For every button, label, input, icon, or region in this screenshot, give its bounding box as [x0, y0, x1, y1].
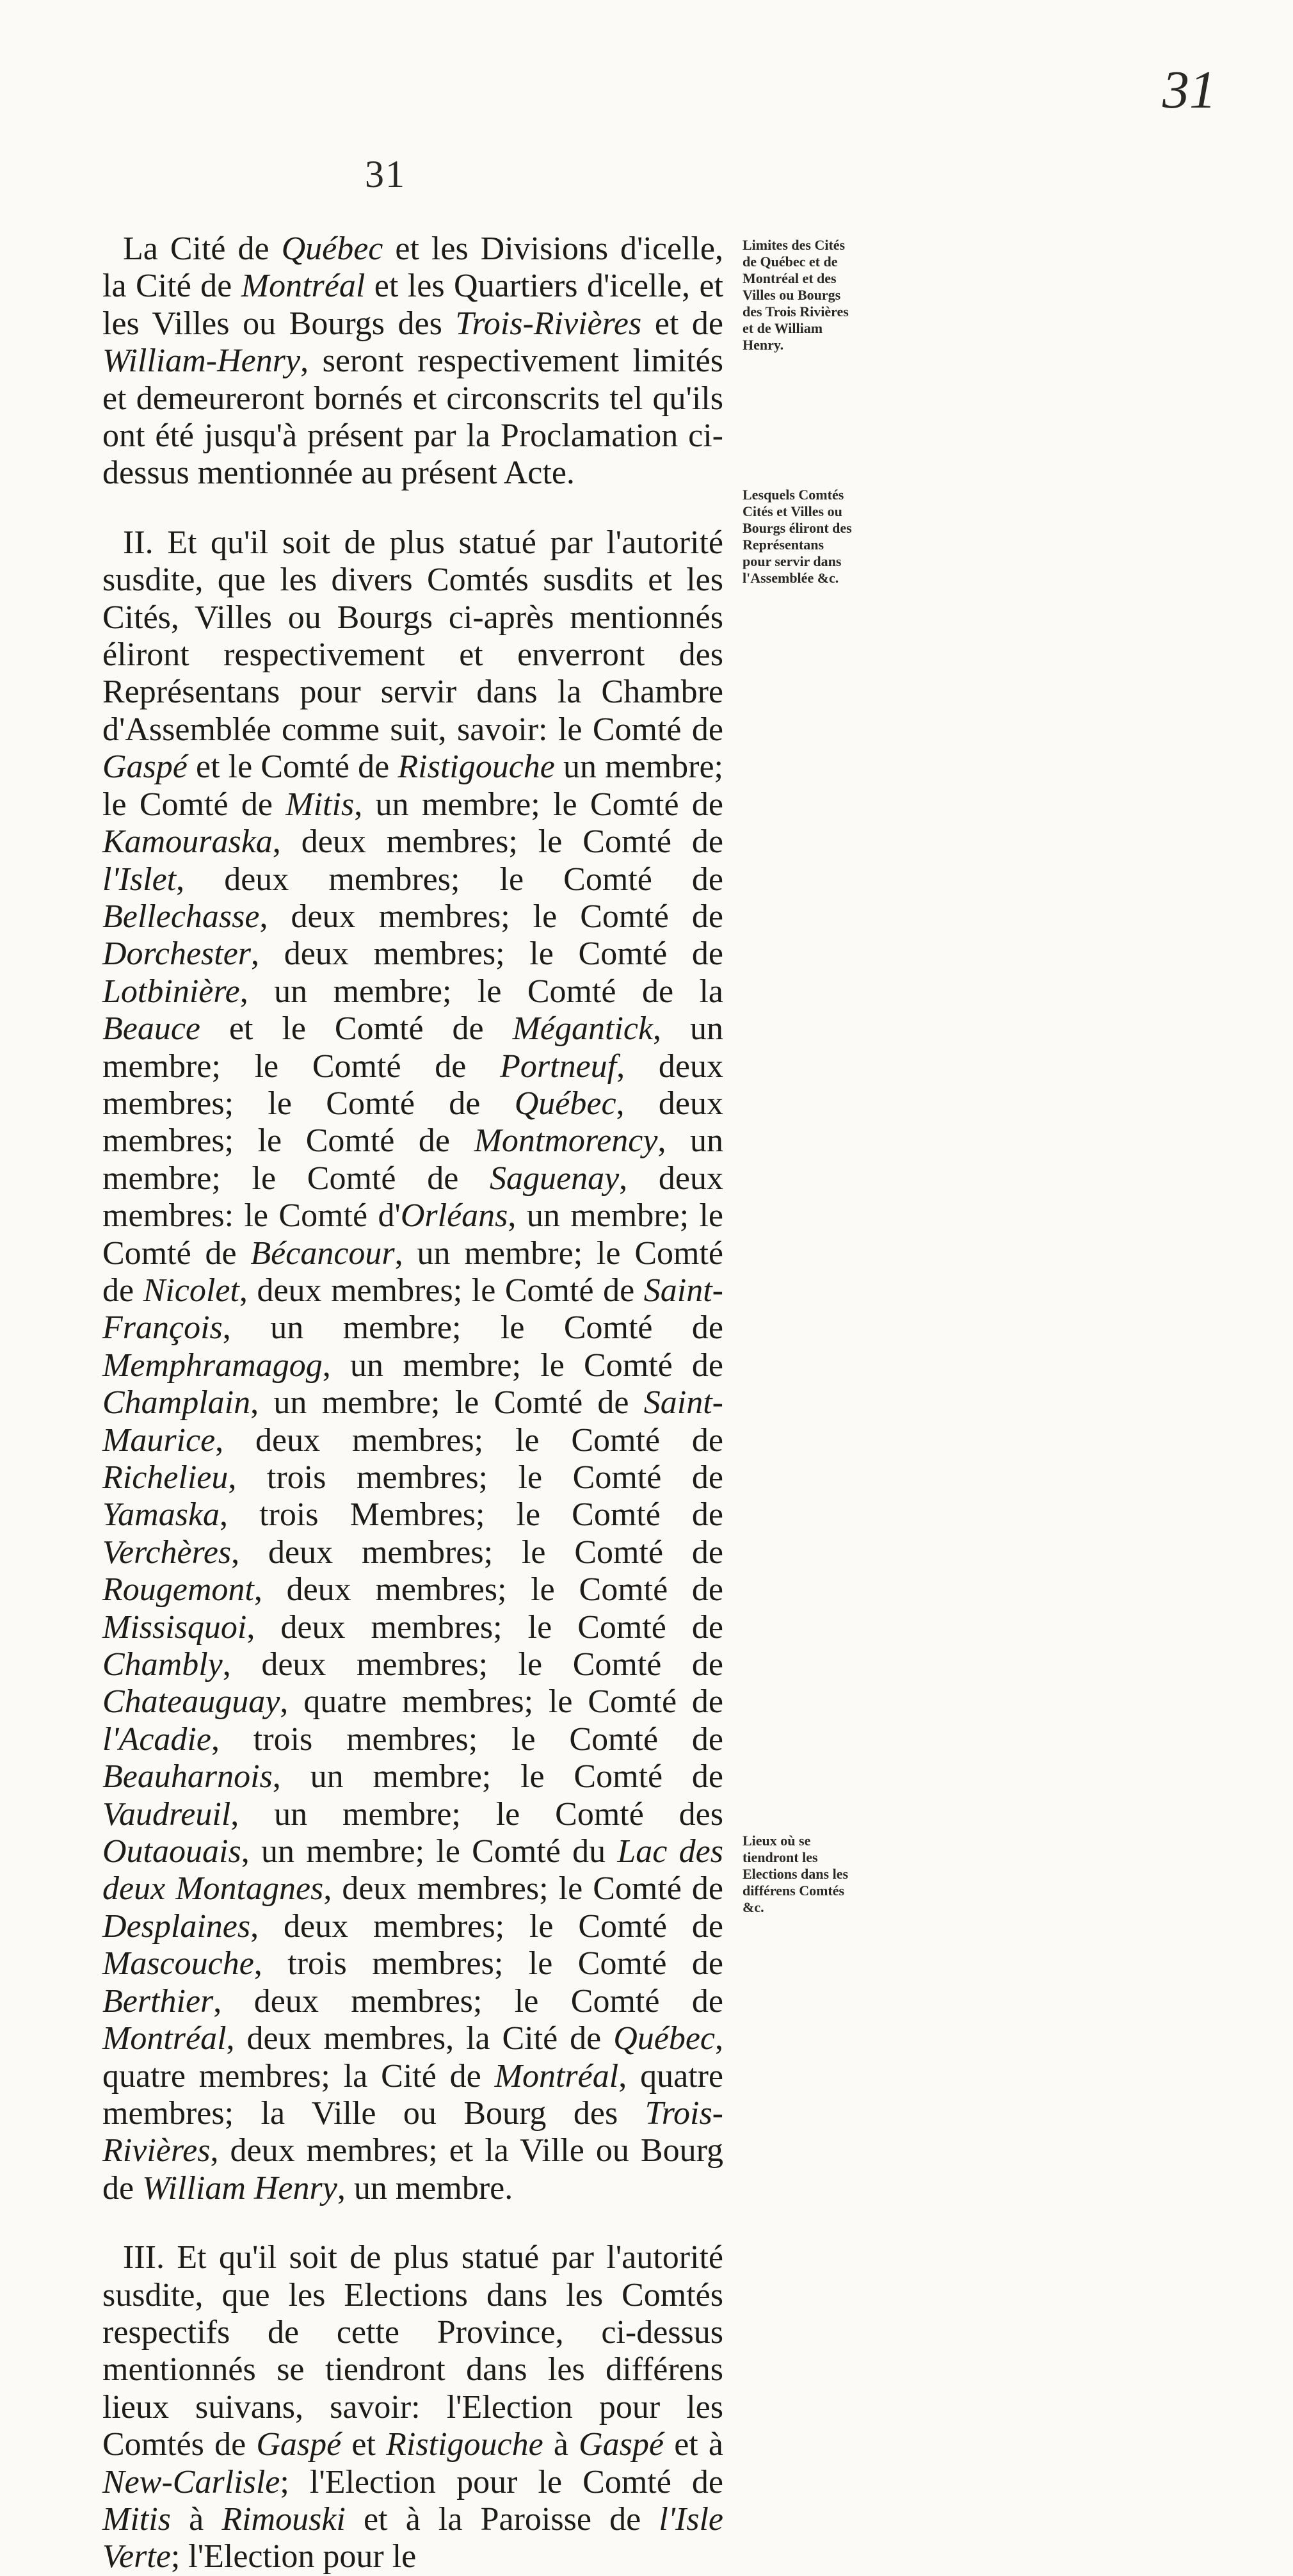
italic-name: Chambly	[102, 1646, 223, 1683]
italic-name: Desplaines	[102, 1908, 251, 1945]
italic-name: Champlain	[102, 1384, 251, 1422]
margin-note-limits: Limites des Cités de Québec et de Montréal et des Villes ou Bourgs des Trois Rivières et de William Henry.	[743, 237, 849, 353]
italic-name: Chateauguay	[102, 1683, 280, 1721]
italic-name: Gaspé	[579, 2426, 664, 2463]
margin-note-election-places: Lieux où se tiendront les Elections dans les différens Comtés &c.	[743, 1833, 849, 1915]
italic-name: Ristigouche	[386, 2426, 543, 2463]
italic-name: Memphramagog	[102, 1347, 323, 1384]
italic-name: Montréal	[494, 2057, 619, 2094]
italic-name: Kamouraska	[102, 823, 273, 861]
italic-name: Gaspé	[256, 2426, 342, 2463]
italic-name: Saguenay	[490, 1160, 620, 1197]
italic-name: Bellechasse	[102, 898, 260, 935]
paragraph-3: III. Et qu'il soit de plus statué par l'autorité susdite, que les Elections dans les Comtés respectifs de cette Province, ci-dessus mentionnés se tiendront dans les différens lieux suivans, savoir: l'Election pour les Comtés de Gaspé et Ristigouche à Gaspé et à New-Carlisle; l'Election pour le Comté de Mitis à Rimouski et à la Paroisse de l'Isle Verte; l'Election pour le	[102, 2239, 723, 2575]
italic-name: Vaudreuil	[102, 1795, 231, 1833]
italic-name: Mitis	[285, 786, 355, 823]
italic-name: Dorchester	[102, 936, 252, 973]
corner-page-number: 31	[1162, 60, 1216, 120]
italic-name: Lac des deux Montagnes	[102, 1833, 723, 1908]
italic-name: Québec	[281, 231, 383, 267]
italic-name: Mitis	[102, 2500, 171, 2538]
italic-name: Orléans	[400, 1197, 508, 1235]
italic-name: Mascouche	[102, 1945, 254, 1982]
italic-name: Ristigouche	[398, 749, 555, 786]
italic-name: Rimouski	[221, 2500, 346, 2538]
italic-name: Beauce	[102, 1010, 201, 1048]
italic-name: Richelieu	[102, 1459, 229, 1496]
italic-name: Québec	[514, 1085, 616, 1122]
italic-name: l'Isle Verte	[102, 2500, 723, 2575]
italic-name: Montréal	[241, 268, 365, 305]
italic-name: Nicolet	[143, 1272, 239, 1309]
italic-name: Yamaska	[102, 1496, 220, 1534]
italic-name: Lotbinière	[102, 973, 240, 1010]
paragraph-2: II. Et qu'il soit de plus statué par l'autorité susdite, que les divers Comtés susdits et les Cités, Villes ou Bourgs ci-après mentionnés éliront respectivement et enverront des Représentans pour servir dans la Chambre d'Assemblée comme suit, savoir: le Comté de Gaspé et le Comté de Ristigouche un membre; le Comté de Mitis, un membre; le Comté de Kamouraska, deux membres; le Comté de l'Islet, deux membres; le Comté de Bellechasse, deux membres; le Comté de Dorchester, deux membres; le Comté de Lotbinière, un membre; le Comté de la Beauce et le Comté de Mégantick, un membre; le Comté de Portneuf, deux membres; le Comté de Québec, deux membres; le Comté de Montmorency, un membre; le Comté de Saguenay, deux membres: le Comté d'Orléans, un membre; le Comté de Bécancour, un membre; le Comté de Nicolet, deux membres; le Comté de Saint-François, un membre; le Comté de Memphramagog, un membre; le Comté de Champlain, un membre; le Comté de Saint-Maurice, deux membres; le Comté de Richelieu, trois membres; le Comté de Yamaska, trois Membres; le Comté de Verchères, deux membres; le Comté de Rougemont, deux membres; le Comté de Missisquoi, deux membres; le Comté de Chambly, deux membres; le Comté de Chateauguay, quatre membres; le Comté de l'Acadie, trois membres; le Comté de Beauharnois, un membre; le Comté de Vaudreuil, un membre; le Comté des Outaouais, un membre; le Comté du Lac des deux Montagnes, deux membres; le Comté de Desplaines, deux membres; le Comté de Mascouche, trois membres; le Comté de Berthier, deux membres; le Comté de Montréal, deux membres, la Cité de Québec, quatre membres; la Cité de Montréal, quatre membres; la Ville ou Bourg des Trois-Rivières, deux membres; et la Ville ou Bourg de William Henry, un membre.	[102, 524, 724, 2207]
italic-name: Québec	[613, 2020, 715, 2057]
italic-name: Trois-Rivières	[102, 2094, 723, 2169]
italic-name: Trois-Rivières	[455, 305, 642, 342]
page-number: 31	[365, 153, 406, 195]
italic-name: Montmorency	[474, 1122, 658, 1160]
italic-name: Portneuf	[500, 1048, 617, 1085]
italic-name: l'Acadie	[102, 1721, 211, 1758]
italic-name: William-Henry	[102, 343, 301, 380]
italic-name: Rougemont	[102, 1571, 254, 1608]
italic-name: Saint-Maurice	[102, 1384, 723, 1459]
italic-name: Berthier	[102, 1982, 214, 2020]
italic-name: Outaouais	[102, 1833, 241, 1870]
italic-name: Montréal	[102, 2020, 227, 2057]
paragraph-1: La Cité de Québec et les Divisions d'icelle, la Cité de Montréal et les Quartiers d'icelle, et les Villes ou Bourgs des Trois-Rivières et de William-Henry, seront respectivement limités et demeureront bornés et circonscrits tel qu'ils ont été jusqu'à présent par la Proclamation ci-dessus mentionnée au présent Acte.	[102, 231, 723, 492]
italic-name: Mégantick	[512, 1010, 654, 1048]
italic-name: l'Islet	[102, 861, 177, 898]
italic-name: William Henry	[142, 2169, 337, 2207]
italic-name: Bécancour	[250, 1235, 395, 1272]
italic-name: Gaspé	[102, 749, 188, 786]
italic-name: Missisquoi	[102, 1608, 247, 1646]
italic-name: Beauharnois	[102, 1758, 273, 1795]
margin-note-representatives: Lesquels Comtés Cités et Villes ou Bourgs éliront des Représentans pour servir dans l'Assemblée &c.	[743, 487, 852, 586]
italic-name: Saint-François	[102, 1272, 723, 1347]
body-text	[102, 231, 723, 2576]
italic-name: Verchères	[102, 1534, 232, 1571]
italic-name: New-Carlisle	[102, 2463, 280, 2500]
